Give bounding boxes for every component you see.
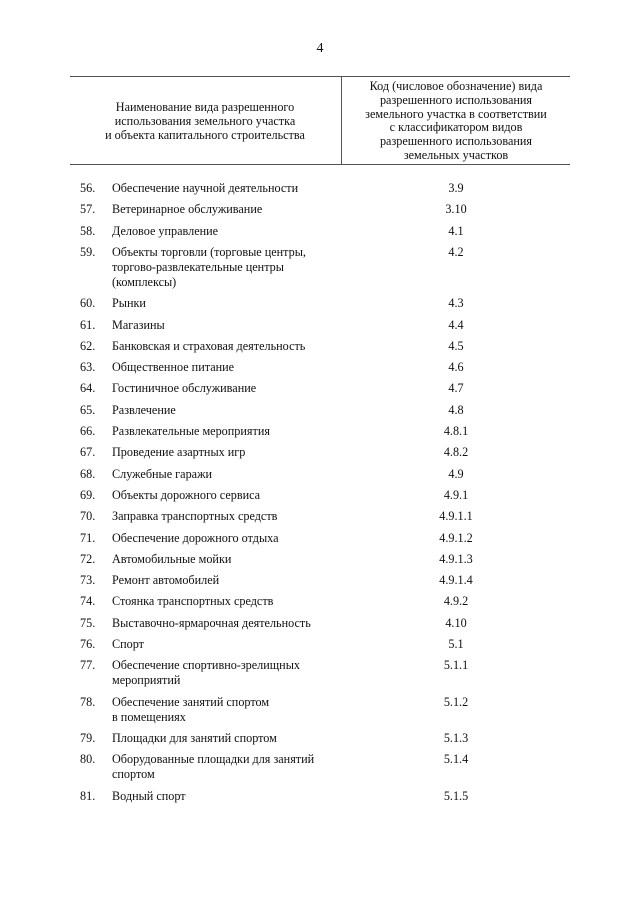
row-name: [112, 616, 340, 631]
row-name-line: Спорт: [112, 637, 145, 651]
row-number: 73.: [80, 573, 96, 588]
row-code: 4.3: [448, 296, 464, 311]
row-number: 71.: [80, 530, 96, 545]
row-name-line: Проведение азартных игр: [112, 445, 246, 460]
row-name-line: Ремонт автомобилей: [112, 573, 220, 588]
row-code: 4.1: [448, 223, 464, 238]
row-name-line: Служебные гаражи: [112, 466, 213, 481]
row-code: 4.10: [445, 615, 467, 630]
header-line: земельного участка в соответствии: [365, 106, 547, 121]
row-name: [112, 318, 340, 333]
row-name: [112, 181, 340, 196]
row-name-line: Магазины: [112, 317, 165, 332]
table-top-border: [70, 76, 570, 77]
row-number: 70.: [80, 509, 96, 524]
row-number: 74.: [80, 594, 96, 609]
row-name-line: Гостиничное обслуживание: [112, 381, 257, 396]
row-name-line: Рынки: [112, 296, 146, 311]
row-name: [112, 403, 340, 418]
row-name: [112, 637, 340, 652]
row-name-line: Общественное питание: [112, 360, 235, 375]
header-code-column: [342, 80, 570, 163]
row-name-line: Оборудованные площадки для занятий: [112, 752, 315, 767]
row-number: 57.: [80, 202, 96, 217]
header-line: с классификатором видов: [389, 120, 523, 135]
row-name: [112, 552, 340, 567]
row-number: 63.: [80, 360, 96, 375]
row-number: 65.: [80, 402, 96, 417]
row-number: 79.: [80, 730, 96, 745]
page-number: 4: [316, 41, 324, 56]
row-code: 3.10: [445, 202, 467, 217]
row-name: [112, 445, 340, 460]
row-code: 4.9.1: [443, 487, 469, 502]
row-name-line: Ветеринарное обслуживание: [112, 202, 263, 217]
row-name: [112, 573, 340, 588]
row-code: 5.1: [448, 637, 464, 651]
row-name: [112, 360, 340, 375]
row-name-line: спортом: [112, 767, 155, 782]
row-name-line: Заправка транспортных средств: [112, 509, 278, 524]
row-name-line: Обеспечение дорожного отдыха: [112, 530, 279, 545]
row-number: 66.: [80, 424, 96, 438]
row-name-line: Водный спорт: [112, 788, 186, 803]
row-name: [112, 224, 340, 239]
row-code: 4.7: [448, 381, 464, 396]
header-line: использования земельного участка: [114, 113, 296, 128]
row-name-line: Обеспечение спортивно-зрелищных: [112, 658, 300, 673]
header-line: и объекта капитального строительства: [105, 127, 305, 142]
row-code: 5.1.3: [443, 730, 469, 745]
row-name-line: мероприятий: [112, 673, 181, 688]
row-code: 4.9.1.1: [439, 509, 473, 524]
row-name: [112, 594, 340, 609]
row-code: 4.9: [448, 466, 464, 481]
row-number: 67.: [80, 445, 96, 460]
header-line: земельных участков: [403, 147, 509, 162]
row-name: [112, 339, 340, 354]
row-code: 5.1.2: [443, 694, 469, 709]
row-name-line: Развлечение: [112, 402, 176, 417]
row-name-line: Площадки для занятий спортом: [112, 730, 277, 745]
row-name: [112, 202, 340, 217]
row-name-line: Обеспечение занятий спортом: [112, 694, 270, 709]
row-name-line: Деловое управление: [112, 223, 219, 238]
row-number: 77.: [80, 658, 96, 673]
row-code: 4.6: [448, 360, 464, 375]
row-name-line: Объекты дорожного сервиса: [112, 487, 261, 502]
row-number: 62.: [80, 338, 96, 353]
row-name-line: Банковская и страховая деятельность: [112, 338, 306, 353]
row-number: 59.: [80, 244, 96, 259]
row-number: 68.: [80, 466, 96, 481]
row-name: [112, 752, 340, 782]
row-number: 61.: [80, 317, 96, 332]
row-code: 4.9.1.2: [439, 530, 473, 545]
header-line: разрешенного использования: [379, 92, 533, 107]
row-name-line: (комплексы): [112, 274, 177, 289]
row-name: [112, 658, 340, 688]
row-number: 72.: [80, 551, 96, 566]
row-code: 3.9: [448, 181, 464, 195]
header-name-column: [70, 101, 340, 142]
row-name: [112, 488, 340, 503]
row-code: 4.2: [448, 244, 464, 259]
row-name-line: в помещениях: [112, 709, 186, 724]
header-line: разрешенного использования: [379, 134, 533, 149]
row-name: [112, 789, 340, 804]
row-code: 4.8: [448, 402, 464, 417]
row-name-line: Обеспечение научной деятельности: [112, 181, 299, 195]
row-code: 4.8.2: [443, 445, 469, 460]
row-name: [112, 731, 340, 746]
row-name: [112, 296, 340, 311]
header-line: Наименование вида разрешенного: [115, 100, 295, 114]
row-name-line: Стоянка транспортных средств: [112, 594, 274, 609]
row-name: [112, 695, 340, 725]
row-code: 5.1.1: [443, 658, 469, 673]
row-number: 56.: [80, 181, 96, 195]
row-number: 58.: [80, 223, 96, 238]
row-number: 64.: [80, 381, 96, 396]
row-name: [112, 424, 340, 439]
row-name: [112, 509, 340, 524]
row-name-line: Объекты торговли (торговые центры,: [112, 244, 306, 259]
row-name-line: Развлекательные мероприятия: [112, 424, 270, 438]
row-name-line: Автомобильные мойки: [112, 551, 232, 566]
row-number: 80.: [80, 752, 96, 767]
row-code: 4.9.1.4: [439, 573, 473, 588]
row-number: 78.: [80, 694, 96, 709]
row-number: 60.: [80, 296, 96, 311]
row-name: [112, 381, 340, 396]
row-name-line: торгово-развлекательные центры: [112, 259, 284, 274]
header-bottom-border: [70, 164, 570, 165]
row-code: 4.9.1.3: [439, 551, 473, 566]
row-number: 76.: [80, 637, 96, 651]
row-number: 69.: [80, 487, 96, 502]
row-code: 4.8.1: [443, 424, 469, 438]
row-code: 4.4: [448, 317, 464, 332]
row-code: 4.9.2: [443, 594, 469, 609]
row-code: 4.5: [448, 338, 464, 353]
row-code: 5.1.4: [443, 752, 469, 767]
header-line: Код (числовое обозначение) вида: [369, 79, 543, 93]
row-name: [112, 531, 340, 546]
row-number: 75.: [80, 615, 96, 630]
row-name: [112, 467, 340, 482]
row-name: [112, 245, 340, 290]
row-number: 81.: [80, 788, 96, 803]
row-code: 5.1.5: [443, 788, 469, 803]
row-name-line: Выставочно-ярмарочная деятельность: [112, 615, 311, 630]
